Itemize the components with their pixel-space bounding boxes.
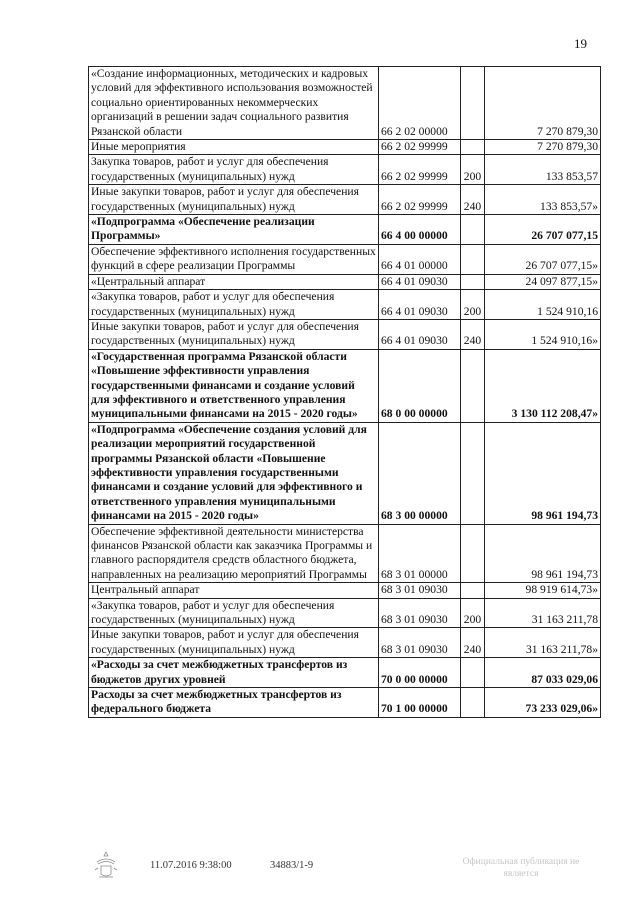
row-amount-cell: 98 961 194,73 [485, 422, 601, 524]
row-name-cell: «Центральный аппарат [89, 274, 379, 289]
row-amount-cell: 7 270 879,30 [485, 140, 601, 155]
row-expense-type-cell: 200 [461, 290, 485, 320]
row-amount-cell: 26 707 077,15» [485, 244, 601, 274]
row-amount-cell: 7 270 879,30 [485, 67, 601, 140]
page-footer [0, 854, 640, 894]
row-name-cell: «Создание информационных, методических и кадровых условий для эффективного использования возможностей социально ориентированных некоммерческих организаций в решении задач социального развития Рязанской области [89, 67, 379, 140]
row-name-cell: Расходы за счет межбюджетных трансфертов из федерального бюджета [89, 688, 379, 718]
row-expense-type-cell [461, 67, 485, 140]
row-name-cell: Иные закупки товаров, работ и услуг для обеспечения государственных (муниципальных) нужд [89, 628, 379, 658]
row-amount-cell: 98 961 194,73 [485, 524, 601, 583]
row-name-cell: Иные закупки товаров, работ и услуг для обеспечения государственных (муниципальных) нужд [89, 319, 379, 349]
row-code-cell: 68 3 01 09030 [379, 583, 461, 598]
table-row [89, 319, 601, 349]
row-code-cell: 66 4 01 09030 [379, 274, 461, 289]
row-expense-type-cell: 240 [461, 319, 485, 349]
table-row [89, 688, 601, 718]
table-row [89, 422, 601, 524]
row-name-cell: Иные мероприятия [89, 140, 379, 155]
budget-table [88, 66, 601, 718]
row-amount-cell: 3 130 112 208,47» [485, 349, 601, 422]
row-name-cell: Обеспечение эффективного исполнения государственных функций в сфере реализации Программы [89, 244, 379, 274]
table-row [89, 274, 601, 289]
row-expense-type-cell [461, 583, 485, 598]
row-code-cell: 66 2 02 99999 [379, 185, 461, 215]
row-code-cell: 66 4 01 09030 [379, 319, 461, 349]
row-amount-cell: 1 524 910,16» [485, 319, 601, 349]
row-expense-type-cell: 240 [461, 628, 485, 658]
table-row [89, 215, 601, 245]
row-code-cell: 68 0 00 00000 [379, 349, 461, 422]
coat-of-arms-icon [92, 850, 120, 883]
row-amount-cell: 98 919 614,73» [485, 583, 601, 598]
row-name-cell: Центральный аппарат [89, 583, 379, 598]
row-code-cell: 68 3 01 09030 [379, 628, 461, 658]
table-row [89, 658, 601, 688]
row-code-cell: 70 1 00 00000 [379, 688, 461, 718]
row-code-cell: 68 3 01 00000 [379, 524, 461, 583]
row-name-cell: «Государственная программа Рязанской области «Повышение эффективности управления государственными финансами и создание условий для эффективного и ответственного управления муниципальными финансами на 2015 - 2020 годы» [89, 349, 379, 422]
footer-date: 11.07.2016 9:38:00 [150, 860, 232, 871]
row-expense-type-cell [461, 215, 485, 245]
row-expense-type-cell [461, 244, 485, 274]
table-row [89, 140, 601, 155]
row-expense-type-cell [461, 349, 485, 422]
row-expense-type-cell [461, 524, 485, 583]
row-code-cell: 68 3 01 09030 [379, 598, 461, 628]
row-expense-type-cell [461, 688, 485, 718]
row-code-cell: 66 4 01 09030 [379, 290, 461, 320]
row-name-cell: «Подпрограмма «Обеспечение создания условий для реализации мероприятий государственной программы Рязанской области «Повышение эффективности управления государственными финансами и создание условий для эффективного и ответственного управления муниципальными финансами на 2015 - 2020 годы» [89, 422, 379, 524]
row-name-cell: Закупка товаров, работ и услуг для обеспечения государственных (муниципальных) нужд [89, 155, 379, 185]
page-number: 19 [574, 36, 587, 51]
row-expense-type-cell [461, 140, 485, 155]
row-expense-type-cell [461, 274, 485, 289]
table-row [89, 628, 601, 658]
row-code-cell: 66 2 02 99999 [379, 155, 461, 185]
row-expense-type-cell: 240 [461, 185, 485, 215]
footer-watermark: Официальная публикация не является [462, 857, 580, 879]
row-amount-cell: 31 163 211,78 [485, 598, 601, 628]
row-amount-cell: 31 163 211,78» [485, 628, 601, 658]
row-amount-cell: 1 524 910,16 [485, 290, 601, 320]
table-row [89, 155, 601, 185]
table-row [89, 244, 601, 274]
row-expense-type-cell: 200 [461, 155, 485, 185]
row-code-cell: 66 4 00 00000 [379, 215, 461, 245]
row-name-cell: Обеспечение эффективной деятельности министерства финансов Рязанской области как заказчика Программы и главного распорядителя средств областного бюджета, направленных на реализацию мероприятий Программы [89, 524, 379, 583]
table-row [89, 185, 601, 215]
budget-table-body [89, 67, 601, 718]
row-amount-cell: 133 853,57 [485, 155, 601, 185]
row-amount-cell: 133 853,57» [485, 185, 601, 215]
row-name-cell: «Закупка товаров, работ и услуг для обеспечения государственных (муниципальных) нужд [89, 290, 379, 320]
table-row [89, 524, 601, 583]
row-name-cell: «Подпрограмма «Обеспечение реализации Программы» [89, 215, 379, 245]
table-row [89, 598, 601, 628]
row-code-cell: 66 4 01 00000 [379, 244, 461, 274]
table-row [89, 290, 601, 320]
row-expense-type-cell [461, 422, 485, 524]
row-code-cell: 68 3 00 00000 [379, 422, 461, 524]
row-code-cell: 66 2 02 99999 [379, 140, 461, 155]
row-expense-type-cell [461, 658, 485, 688]
row-code-cell: 66 2 02 00000 [379, 67, 461, 140]
row-code-cell: 70 0 00 00000 [379, 658, 461, 688]
footer-doc-id: 34883/1-9 [270, 860, 314, 871]
row-amount-cell: 87 033 029,06 [485, 658, 601, 688]
table-row [89, 349, 601, 422]
table-row [89, 67, 601, 140]
row-amount-cell: 26 707 077,15 [485, 215, 601, 245]
row-expense-type-cell: 200 [461, 598, 485, 628]
row-name-cell: «Закупка товаров, работ и услуг для обеспечения государственных (муниципальных) нужд [89, 598, 379, 628]
row-name-cell: «Расходы за счет межбюджетных трансфертов из бюджетов других уровней [89, 658, 379, 688]
row-amount-cell: 24 097 877,15» [485, 274, 601, 289]
row-name-cell: Иные закупки товаров, работ и услуг для обеспечения государственных (муниципальных) нужд [89, 185, 379, 215]
row-amount-cell: 73 233 029,06» [485, 688, 601, 718]
table-row [89, 583, 601, 598]
